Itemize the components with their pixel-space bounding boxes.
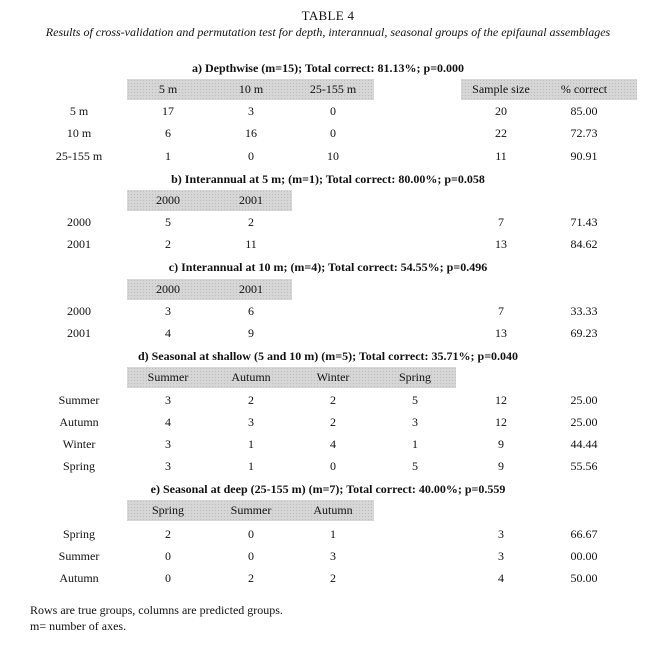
row-label: 2001 [67, 326, 91, 340]
table-subtitle: Results of cross-validation and permutation test for depth, interannual, seasonal groups of the epifaunal assemblages [45, 25, 611, 39]
table-cell: 16 [245, 126, 257, 140]
table-cell: 4 [330, 437, 336, 451]
percent-correct-cell: 25.00 [570, 415, 598, 429]
table-cell: 3 [165, 459, 171, 473]
table-cell: 0 [248, 149, 254, 163]
column-header: 2001 [239, 282, 263, 296]
sample-size-cell: 4 [498, 571, 504, 585]
table-cell: 3 [165, 393, 171, 407]
table-cell: 2 [248, 571, 254, 585]
table-cell: 10 [327, 149, 339, 163]
table-title: TABLE 4 [301, 8, 355, 23]
sample-size-cell: 3 [498, 549, 504, 563]
sample-size-cell: 12 [495, 393, 507, 407]
column-header: 2001 [239, 193, 263, 207]
percent-correct-cell: 69.23 [570, 326, 598, 340]
column-header: Spring [398, 370, 431, 384]
table-cell: 5 [165, 215, 171, 229]
sample-size-cell: 9 [498, 437, 504, 451]
table-cell: 2 [248, 215, 254, 229]
sample-size-cell: 11 [495, 149, 507, 163]
column-header: 2000 [156, 193, 180, 207]
table-cell: 2 [165, 237, 171, 251]
column-header: Autumn [231, 370, 271, 384]
section-title: e) Seasonal at deep (25-155 m) (m=7); Total correct: 40.00%; p=0.559 [150, 482, 506, 496]
percent-correct-cell: 25.00 [570, 393, 598, 407]
table-cell: 2 [330, 571, 336, 585]
column-header: Summer [230, 503, 272, 517]
sample-size-cell: 7 [498, 304, 504, 318]
table-cell: 2 [330, 415, 336, 429]
percent-correct-cell: 71.43 [570, 215, 598, 229]
table-cell: 11 [245, 237, 257, 251]
row-label: Spring [62, 459, 95, 473]
table-cell: 4 [165, 415, 171, 429]
footnote-axes: m= number of axes. [30, 619, 127, 633]
percent-correct-cell: 72.73 [570, 126, 598, 140]
column-header-sample-size: Sample size [472, 82, 530, 96]
percent-correct-cell: 90.91 [570, 149, 598, 163]
table-cell: 5 [412, 393, 418, 407]
row-label: Spring [62, 527, 95, 541]
sample-size-cell: 13 [495, 326, 507, 340]
sample-size-cell: 7 [498, 215, 504, 229]
column-header: Winter [316, 370, 350, 384]
table-cell: 0 [330, 126, 336, 140]
percent-correct-cell: 33.33 [570, 304, 598, 318]
sample-size-cell: 9 [498, 459, 504, 473]
column-header: 10 m [238, 82, 264, 96]
table-cell: 5 [412, 459, 418, 473]
table-cell: 1 [165, 149, 171, 163]
table-cell: 4 [165, 326, 171, 340]
row-label: 25-155 m [55, 149, 103, 163]
sample-size-cell: 3 [498, 527, 504, 541]
table-cell: 3 [412, 415, 418, 429]
row-label: 5 m [69, 104, 89, 118]
column-header-percent-correct: % correct [560, 82, 608, 96]
table-cell: 0 [165, 549, 171, 563]
row-label: 2001 [67, 237, 91, 251]
column-header: 2000 [156, 282, 180, 296]
table-cell: 2 [248, 393, 254, 407]
sample-size-cell: 20 [495, 104, 507, 118]
column-header: Summer [147, 370, 189, 384]
column-header: Spring [151, 503, 184, 517]
table-cell: 0 [330, 104, 336, 118]
table-cell: 3 [165, 437, 171, 451]
section-title: c) Interannual at 10 m; (m=4); Total correct: 54.55%; p=0.496 [168, 260, 488, 274]
table-cell: 0 [248, 549, 254, 563]
table-cell: 9 [248, 326, 254, 340]
table-cell: 3 [165, 304, 171, 318]
table-cell: 1 [248, 459, 254, 473]
column-header: 5 m [158, 82, 178, 96]
table-cell: 1 [412, 437, 418, 451]
table-cell: 6 [248, 304, 254, 318]
table-cell: 1 [248, 437, 254, 451]
row-label: Autumn [59, 571, 99, 585]
table-cell: 2 [165, 527, 171, 541]
percent-correct-cell: 85.00 [570, 104, 598, 118]
section-title: b) Interannual at 5 m; (m=1); Total correct: 80.00%; p=0.058 [171, 172, 485, 186]
column-header: 25-155 m [309, 82, 357, 96]
row-label: Winter [62, 437, 96, 451]
table-cell: 3 [330, 549, 336, 563]
percent-correct-cell: 50.00 [570, 571, 598, 585]
column-header: Autumn [313, 503, 353, 517]
row-label: 10 m [66, 126, 92, 140]
row-label: Autumn [59, 415, 99, 429]
footnote-rows: Rows are true groups, columns are predicted groups. [30, 603, 283, 617]
row-label: 2000 [67, 304, 91, 318]
percent-correct-cell: 55.56 [570, 459, 598, 473]
percent-correct-cell: 66.67 [570, 527, 598, 541]
table-cell: 2 [330, 393, 336, 407]
row-label: 2000 [67, 215, 91, 229]
percent-correct-cell: 84.62 [570, 237, 598, 251]
section-title: d) Seasonal at shallow (5 and 10 m) (m=5); Total correct: 35.71%; p=0.040 [137, 349, 519, 363]
table-cell: 1 [330, 527, 336, 541]
sample-size-cell: 13 [495, 237, 507, 251]
row-label: Summer [58, 393, 100, 407]
section-title: a) Depthwise (m=15); Total correct: 81.13%; p=0.000 [191, 61, 465, 75]
percent-correct-cell: 44.44 [570, 437, 598, 451]
table-cell: 6 [165, 126, 171, 140]
table-cell: 3 [248, 104, 254, 118]
percent-correct-cell: 00.00 [570, 549, 598, 563]
table-cell: 3 [248, 415, 254, 429]
table-cell: 17 [162, 104, 174, 118]
table-cell: 0 [330, 459, 336, 473]
sample-size-cell: 22 [495, 126, 507, 140]
sample-size-cell: 12 [495, 415, 507, 429]
table-cell: 0 [165, 571, 171, 585]
table-cell: 0 [248, 527, 254, 541]
row-label: Summer [58, 549, 100, 563]
